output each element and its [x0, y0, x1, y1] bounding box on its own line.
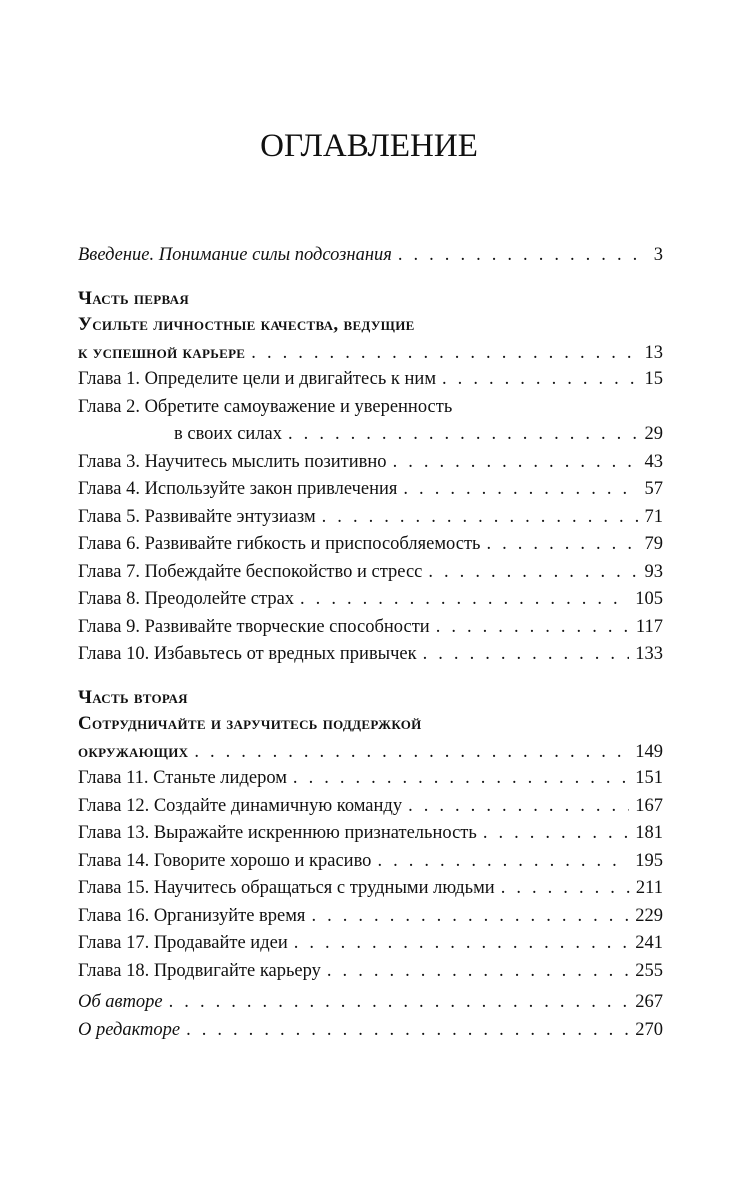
toc-page-number: 15: [644, 369, 663, 389]
part-2-title-line-2: окружающих: [78, 740, 189, 762]
toc-entry-chapter-17: [78, 930, 663, 958]
dot-leader: [483, 820, 629, 848]
toc-entry-chapter-7: [78, 559, 663, 587]
toc-page-number: 93: [644, 561, 663, 582]
toc-entry-chapter-8: [78, 586, 663, 614]
toc-entry-label: Глава 4. Используйте закон привлечения: [78, 479, 398, 499]
toc-page-number: 270: [635, 1019, 663, 1040]
dot-leader: [408, 793, 629, 821]
toc-entry-chapter-11: [78, 765, 663, 793]
toc-page-number: 133: [635, 644, 663, 664]
dot-leader: [300, 586, 629, 614]
toc-entry-chapter-18: [78, 958, 663, 986]
toc-page-number: 57: [644, 479, 663, 499]
dot-leader: [436, 614, 630, 642]
toc-entry-label: О редакторе: [78, 1019, 181, 1040]
toc-entry-chapter-15: [78, 875, 663, 903]
toc-page-number: 149: [635, 741, 663, 762]
part-1-title-line-2: к успешной карьере: [78, 341, 246, 363]
part-1-heading: Часть первая: [78, 287, 190, 309]
dot-leader: [423, 641, 630, 669]
dot-leader: [322, 504, 639, 532]
toc-page-number: 267: [635, 992, 663, 1012]
toc-entry-chapter-9: [78, 614, 663, 642]
part-1-title-line-1: Усильте личностные качества, ведущие: [78, 314, 415, 335]
toc-entry-chapter-10: [78, 641, 663, 669]
toc-entry-label: Глава 13. Выражайте искреннюю признательность: [78, 823, 477, 843]
toc-entry-label: Об авторе: [78, 992, 163, 1012]
toc-entry-label: Глава 15. Научитесь обращаться с трудными людьми: [78, 878, 495, 898]
toc-entry-label: Глава 3. Научитесь мыслить позитивно: [78, 451, 387, 472]
dot-leader: [186, 1017, 629, 1045]
toc-page-number: 255: [635, 960, 663, 981]
part-2-title-entry: [78, 738, 663, 766]
toc-page-number: 211: [635, 878, 663, 898]
dot-leader: [486, 531, 638, 559]
toc-page-number: 229: [635, 905, 663, 926]
toc-page-number: 195: [635, 850, 663, 871]
dot-leader: [327, 958, 629, 986]
toc-entry-chapter-12: [78, 793, 663, 821]
toc-entry-chapter-14: [78, 848, 663, 876]
part-2-title-line-1: Сотрудничайте и заручитесь поддержкой: [78, 713, 422, 734]
toc-entry-chapter-2: [78, 394, 663, 449]
dot-leader: [294, 930, 630, 958]
toc-entry-label: Глава 1. Определите цели и двигайтесь к ним: [78, 369, 437, 389]
toc-page-number: 105: [635, 589, 663, 609]
dot-leader: [288, 421, 638, 449]
dot-leader: [403, 476, 638, 504]
dot-leader: [194, 739, 629, 767]
toc-entry-chapter-3: [78, 449, 663, 477]
page-title: ОГЛАВЛЕНИЕ: [260, 128, 478, 164]
toc-entry-label: Глава 11. Станьте лидером: [78, 768, 287, 788]
toc-entry-chapter-6: [78, 531, 663, 559]
dot-leader: [377, 848, 629, 876]
toc-entry-label: Глава 2. Обретите самоуважение и уверенность: [78, 396, 453, 417]
dot-leader: [393, 449, 639, 477]
toc-entry-label: Глава 16. Организуйте время: [78, 905, 306, 926]
toc-page-number: 29: [644, 424, 663, 444]
toc-page-number: 71: [644, 506, 663, 527]
toc-entry-label-continued: в своих силах: [174, 424, 283, 444]
toc-entry-label: Глава 7. Побеждайте беспокойство и стресс: [78, 561, 423, 582]
toc-page-number: 151: [635, 768, 663, 788]
toc-entry-label: Глава 5. Развивайте энтузиазм: [78, 506, 316, 527]
dot-leader: [169, 989, 630, 1017]
toc-page-number: 79: [644, 534, 663, 554]
toc-entry-label: Глава 12. Создайте динамичную команду: [78, 795, 403, 816]
toc-entry-about-editor: [78, 1017, 663, 1045]
toc-entry-chapter-1: [78, 366, 663, 394]
toc-entry-label: Глава 9. Развивайте творческие способности: [78, 616, 430, 637]
dot-leader: [501, 875, 630, 903]
dot-leader: [311, 903, 629, 931]
toc-page-number: 241: [635, 933, 663, 953]
toc-entry-label: Глава 14. Говорите хорошо и красиво: [78, 850, 372, 871]
toc-entry-intro: [78, 242, 663, 270]
toc-entry-label: Глава 17. Продавайте идеи: [78, 933, 288, 953]
toc-entry-about-author: [78, 989, 663, 1017]
toc-entry-label: Глава 10. Избавьтесь от вредных привычек: [78, 644, 417, 664]
toc-page-number: 167: [635, 795, 663, 816]
toc-entry-chapter-16: [78, 903, 663, 931]
dot-leader: [293, 765, 629, 793]
toc-entry-label: Глава 18. Продвигайте карьеру: [78, 960, 321, 981]
dot-leader: [398, 242, 648, 270]
toc-entry-label: Введение. Понимание силы подсознания: [78, 245, 392, 265]
dot-leader: [251, 340, 638, 368]
dot-leader: [442, 366, 638, 394]
toc-page-number: 13: [644, 342, 663, 363]
part-2-heading: Часть вторая: [78, 686, 188, 708]
toc-entry-label: Глава 8. Преодолейте страх: [78, 589, 295, 609]
toc-page-number: 181: [635, 823, 663, 843]
dot-leader: [428, 559, 638, 587]
toc-entry-chapter-4: [78, 476, 663, 504]
part-1-title-entry: [78, 339, 663, 367]
toc-page-number: 43: [644, 451, 663, 472]
toc-entry-chapter-13: [78, 820, 663, 848]
toc-entry-chapter-5: [78, 504, 663, 532]
toc-entry-label: Глава 6. Развивайте гибкость и приспособляемость: [78, 534, 481, 554]
toc-page-number: 117: [635, 616, 663, 637]
table-of-contents: [78, 242, 663, 1044]
toc-page-number: 3: [653, 245, 663, 265]
